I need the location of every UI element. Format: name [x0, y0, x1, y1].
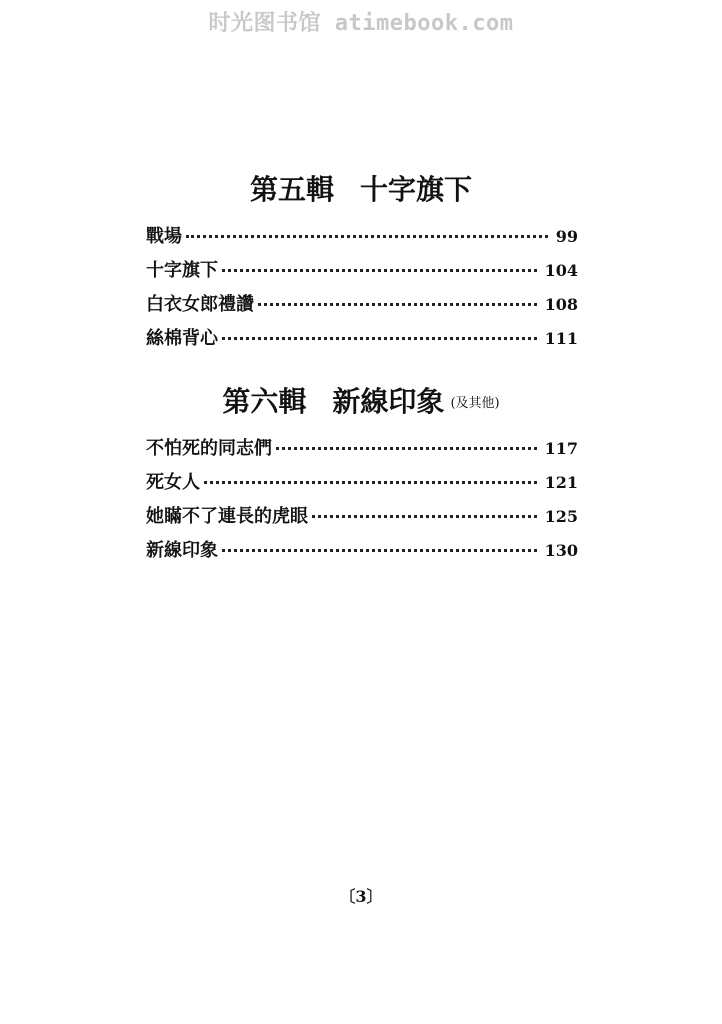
page-number: 〔3〕 [339, 887, 383, 906]
dot-leader [258, 303, 537, 306]
section-heading-5 [0, 168, 722, 208]
dot-leader [186, 235, 548, 238]
section-number: 第五輯 [249, 173, 334, 206]
toc-list-section-6 [146, 434, 578, 570]
dot-leader [204, 481, 537, 484]
toc-entry-page: 130 [544, 541, 578, 560]
section-title: 新線印象 [332, 385, 445, 418]
toc-entry[interactable] [146, 324, 578, 358]
toc-entry-title: 她瞞不了連長的虎眼 [146, 506, 308, 527]
toc-entry-page: 125 [544, 507, 578, 526]
toc-entry[interactable] [146, 290, 578, 324]
section-heading-6 [0, 380, 722, 420]
toc-list-section-5 [146, 222, 578, 358]
toc-entry-title: 新線印象 [146, 540, 218, 561]
toc-entry-title: 十字旗下 [146, 260, 218, 281]
dot-leader [222, 549, 537, 552]
toc-entry-title: 戰場 [146, 226, 182, 247]
toc-entry-page: 99 [555, 227, 578, 246]
toc-entry[interactable] [146, 256, 578, 290]
toc-entry-page: 117 [544, 439, 578, 458]
section-title: 十字旗下 [360, 173, 473, 206]
watermark: 时光图书馆 atimebook.com [208, 11, 514, 36]
toc-entry-page: 121 [544, 473, 578, 492]
toc-entry-page: 111 [544, 329, 578, 348]
section-note: (及其他) [450, 396, 500, 411]
toc-entry-title: 死女人 [146, 472, 200, 493]
section-number: 第六輯 [222, 385, 307, 418]
toc-entry[interactable] [146, 502, 578, 536]
toc-entry[interactable] [146, 536, 578, 570]
dot-leader [222, 269, 537, 272]
toc-entry[interactable] [146, 468, 578, 502]
toc-entry-page: 104 [544, 261, 578, 280]
toc-entry[interactable] [146, 434, 578, 468]
dot-leader [276, 447, 537, 450]
toc-entry-title: 白衣女郎禮讚 [146, 294, 254, 315]
toc-entry-page: 108 [544, 295, 578, 314]
toc-entry[interactable] [146, 222, 578, 256]
dot-leader [222, 337, 537, 340]
toc-entry-title: 不怕死的同志們 [146, 438, 272, 459]
toc-entry-title: 絲棉背心 [146, 328, 218, 349]
dot-leader [312, 515, 537, 518]
